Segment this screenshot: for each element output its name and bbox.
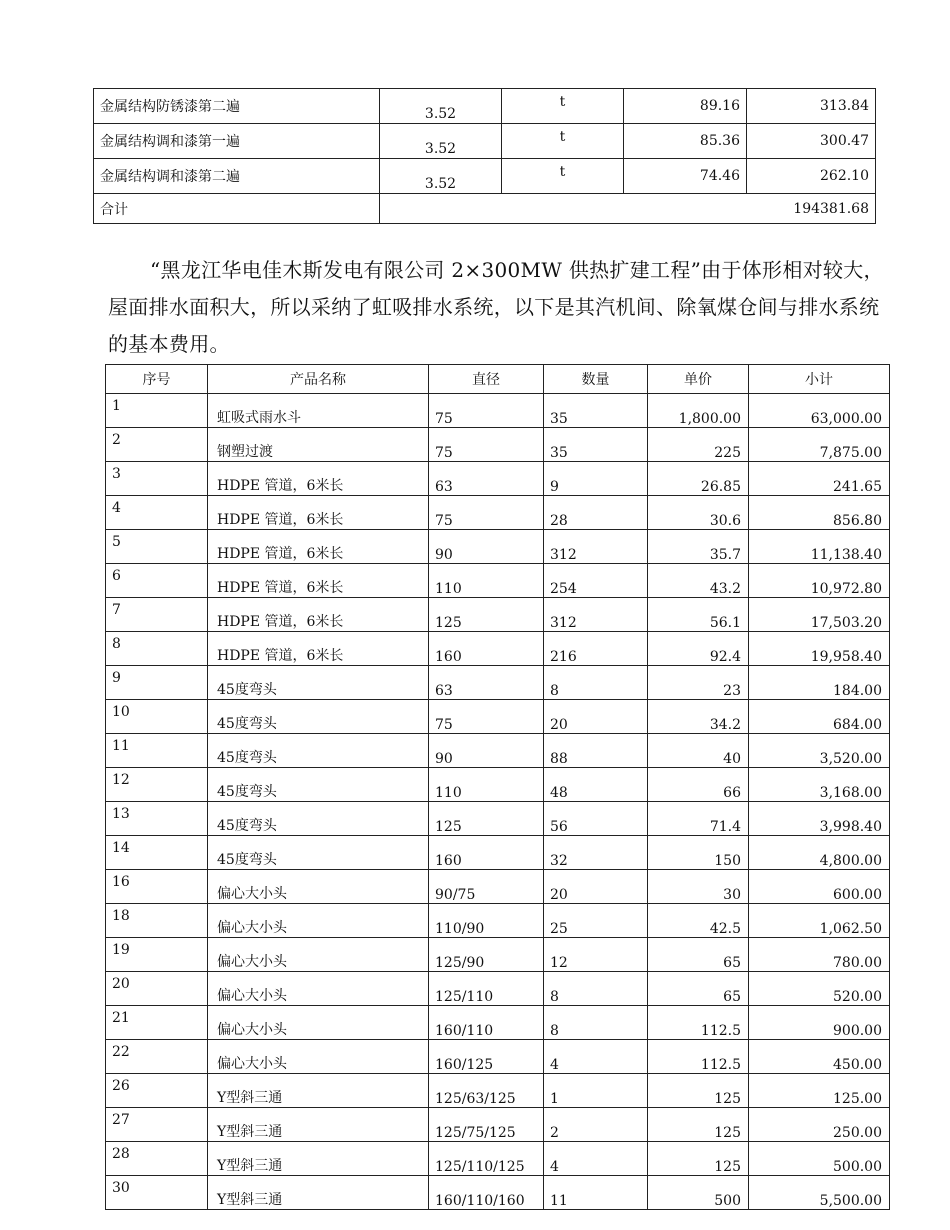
product-name: Y型斜三通 (208, 1176, 429, 1210)
product-name: HDPE 管道，6米长 (208, 564, 429, 598)
diameter: 125 (429, 802, 544, 836)
unit-price: 150 (648, 836, 749, 870)
total-row (94, 194, 876, 224)
table-row (106, 632, 890, 666)
item-name: 金属结构调和漆第一遍 (94, 124, 380, 159)
row-index: 4 (106, 496, 208, 530)
item-unit: t (502, 89, 624, 124)
subtotal: 780.00 (749, 938, 890, 972)
diameter: 160/110 (429, 1006, 544, 1040)
diameter: 125/110 (429, 972, 544, 1006)
item-unit: t (502, 159, 624, 194)
unit-price: 66 (648, 768, 749, 802)
item-name: 金属结构防锈漆第二遍 (94, 89, 380, 124)
table-header-row (106, 365, 890, 394)
row-index: 28 (106, 1142, 208, 1176)
cost-continuation-table (93, 88, 876, 224)
quantity: 254 (544, 564, 648, 598)
product-name: Y型斜三通 (208, 1074, 429, 1108)
product-name: Y型斜三通 (208, 1142, 429, 1176)
row-index: 13 (106, 802, 208, 836)
subtotal: 7,875.00 (749, 428, 890, 462)
diameter: 125/110/125 (429, 1142, 544, 1176)
subtotal: 19,958.40 (749, 632, 890, 666)
diameter: 90 (429, 734, 544, 768)
row-index: 20 (106, 972, 208, 1006)
subtotal: 4,800.00 (749, 836, 890, 870)
quantity: 4 (544, 1142, 648, 1176)
quantity: 35 (544, 428, 648, 462)
unit-price: 43.2 (648, 564, 749, 598)
product-name: 虹吸式雨水斗 (208, 394, 429, 428)
subtotal: 241.65 (749, 462, 890, 496)
subtotal: 450.00 (749, 1040, 890, 1074)
diameter: 63 (429, 666, 544, 700)
table-row (106, 836, 890, 870)
product-name: HDPE 管道，6米长 (208, 530, 429, 564)
subtotal: 520.00 (749, 972, 890, 1006)
total-label: 合计 (94, 194, 380, 224)
item-unit-price: 85.36 (624, 124, 747, 159)
unit-price: 23 (648, 666, 749, 700)
quantity: 9 (544, 462, 648, 496)
diameter: 160/125 (429, 1040, 544, 1074)
product-name: HDPE 管道，6米长 (208, 632, 429, 666)
row-index: 6 (106, 564, 208, 598)
item-unit-price: 74.46 (624, 159, 747, 194)
row-index: 19 (106, 938, 208, 972)
item-total: 313.84 (747, 89, 876, 124)
row-index: 10 (106, 700, 208, 734)
subtotal: 500.00 (749, 1142, 890, 1176)
header-quantity: 数量 (544, 365, 648, 394)
product-name: 45度弯头 (208, 700, 429, 734)
quantity: 28 (544, 496, 648, 530)
unit-price: 26.85 (648, 462, 749, 496)
unit-price: 125 (648, 1074, 749, 1108)
diameter: 75 (429, 428, 544, 462)
quantity: 20 (544, 700, 648, 734)
quantity: 56 (544, 802, 648, 836)
row-index: 9 (106, 666, 208, 700)
row-index: 5 (106, 530, 208, 564)
diameter: 75 (429, 496, 544, 530)
quantity: 8 (544, 666, 648, 700)
quantity: 4 (544, 1040, 648, 1074)
subtotal: 3,520.00 (749, 734, 890, 768)
quantity: 312 (544, 598, 648, 632)
product-name: HDPE 管道，6米长 (208, 598, 429, 632)
subtotal: 11,138.40 (749, 530, 890, 564)
product-name: 钢塑过渡 (208, 428, 429, 462)
product-name: 偏心大小头 (208, 1006, 429, 1040)
unit-price: 125 (648, 1142, 749, 1176)
subtotal: 900.00 (749, 1006, 890, 1040)
row-index: 2 (106, 428, 208, 462)
unit-price: 65 (648, 938, 749, 972)
diameter: 125 (429, 598, 544, 632)
item-quantity: 3.52 (380, 89, 502, 124)
diameter: 110 (429, 564, 544, 598)
row-index: 3 (106, 462, 208, 496)
header-subtotal: 小计 (749, 365, 890, 394)
row-index: 26 (106, 1074, 208, 1108)
product-name: 45度弯头 (208, 666, 429, 700)
quantity: 48 (544, 768, 648, 802)
item-name: 金属结构调和漆第二遍 (94, 159, 380, 194)
siphon-drainage-cost-table (105, 364, 890, 1210)
row-index: 12 (106, 768, 208, 802)
unit-price: 42.5 (648, 904, 749, 938)
diameter: 125/75/125 (429, 1108, 544, 1142)
table-row (106, 1176, 890, 1210)
product-name: 偏心大小头 (208, 938, 429, 972)
quantity: 32 (544, 836, 648, 870)
diameter: 110/90 (429, 904, 544, 938)
item-quantity: 3.52 (380, 124, 502, 159)
table-row (106, 564, 890, 598)
row-index: 22 (106, 1040, 208, 1074)
table-row (106, 462, 890, 496)
item-total: 262.10 (747, 159, 876, 194)
row-index: 8 (106, 632, 208, 666)
unit-price: 92.4 (648, 632, 749, 666)
product-name: Y型斜三通 (208, 1108, 429, 1142)
unit-price: 112.5 (648, 1006, 749, 1040)
product-name: 45度弯头 (208, 768, 429, 802)
diameter: 125/90 (429, 938, 544, 972)
table-row (106, 530, 890, 564)
quantity: 1 (544, 1074, 648, 1108)
diameter: 110 (429, 768, 544, 802)
row-index: 11 (106, 734, 208, 768)
row-index: 27 (106, 1108, 208, 1142)
item-unit-price: 89.16 (624, 89, 747, 124)
table-row (106, 938, 890, 972)
table-row (106, 700, 890, 734)
unit-price: 1,800.00 (648, 394, 749, 428)
subtotal: 684.00 (749, 700, 890, 734)
diameter: 90 (429, 530, 544, 564)
quantity: 312 (544, 530, 648, 564)
row-index: 14 (106, 836, 208, 870)
unit-price: 34.2 (648, 700, 749, 734)
cost-continuation-body (94, 89, 876, 224)
quantity: 25 (544, 904, 648, 938)
subtotal: 1,062.50 (749, 904, 890, 938)
product-name: 偏心大小头 (208, 870, 429, 904)
row-index: 21 (106, 1006, 208, 1040)
table-row (106, 1074, 890, 1108)
unit-price: 125 (648, 1108, 749, 1142)
row-index: 7 (106, 598, 208, 632)
table-row (94, 89, 876, 124)
item-total: 300.47 (747, 124, 876, 159)
table-row (106, 870, 890, 904)
diameter: 90/75 (429, 870, 544, 904)
quantity: 2 (544, 1108, 648, 1142)
subtotal: 3,168.00 (749, 768, 890, 802)
row-index: 18 (106, 904, 208, 938)
quantity: 216 (544, 632, 648, 666)
diameter: 75 (429, 394, 544, 428)
quantity: 35 (544, 394, 648, 428)
table-row (106, 1108, 890, 1142)
table-row (106, 394, 890, 428)
table-row (106, 1142, 890, 1176)
row-index: 30 (106, 1176, 208, 1210)
quantity: 8 (544, 1006, 648, 1040)
subtotal: 63,000.00 (749, 394, 890, 428)
table-row (106, 598, 890, 632)
subtotal: 5,500.00 (749, 1176, 890, 1210)
diameter: 160 (429, 632, 544, 666)
quantity: 12 (544, 938, 648, 972)
header-index: 序号 (106, 365, 208, 394)
table-row (94, 159, 876, 194)
unit-price: 30 (648, 870, 749, 904)
diameter: 160/110/160 (429, 1176, 544, 1210)
header-product-name: 产品名称 (208, 365, 429, 394)
quantity: 88 (544, 734, 648, 768)
header-diameter: 直径 (429, 365, 544, 394)
subtotal: 17,503.20 (749, 598, 890, 632)
diameter: 160 (429, 836, 544, 870)
diameter: 63 (429, 462, 544, 496)
table-row (94, 124, 876, 159)
product-name: 偏心大小头 (208, 972, 429, 1006)
quantity: 20 (544, 870, 648, 904)
product-name: 45度弯头 (208, 836, 429, 870)
subtotal: 250.00 (749, 1108, 890, 1142)
unit-price: 71.4 (648, 802, 749, 836)
header-unit-price: 单价 (648, 365, 749, 394)
subtotal: 856.80 (749, 496, 890, 530)
subtotal: 3,998.40 (749, 802, 890, 836)
product-name: 45度弯头 (208, 734, 429, 768)
table-row (106, 496, 890, 530)
table-row (106, 768, 890, 802)
subtotal: 125.00 (749, 1074, 890, 1108)
table-row (106, 904, 890, 938)
diameter: 125/63/125 (429, 1074, 544, 1108)
unit-price: 112.5 (648, 1040, 749, 1074)
unit-price: 56.1 (648, 598, 749, 632)
product-name: 偏心大小头 (208, 1040, 429, 1074)
product-name: HDPE 管道，6米长 (208, 462, 429, 496)
subtotal: 184.00 (749, 666, 890, 700)
item-unit: t (502, 124, 624, 159)
product-name: HDPE 管道，6米长 (208, 496, 429, 530)
diameter: 75 (429, 700, 544, 734)
table-row (106, 666, 890, 700)
product-name: 45度弯头 (208, 802, 429, 836)
unit-price: 40 (648, 734, 749, 768)
table-row (106, 428, 890, 462)
row-index: 1 (106, 394, 208, 428)
table-row (106, 1040, 890, 1074)
subtotal: 10,972.80 (749, 564, 890, 598)
quantity: 11 (544, 1176, 648, 1210)
table-row (106, 1006, 890, 1040)
unit-price: 65 (648, 972, 749, 1006)
quantity: 8 (544, 972, 648, 1006)
total-value: 194381.68 (380, 194, 876, 224)
unit-price: 30.6 (648, 496, 749, 530)
table-row (106, 734, 890, 768)
description-paragraph: “黑龙江华电佳木斯发电有限公司 2×300MW 供热扩建工程”由于体形相对较大，屋面排水面积大，所以采纳了虹吸排水系统，以下是其汽机间、除氧煤仓间与排水系统的基本费用。 (108, 258, 884, 356)
unit-price: 500 (648, 1176, 749, 1210)
row-index: 16 (106, 870, 208, 904)
unit-price: 225 (648, 428, 749, 462)
siphon-drainage-cost-body (106, 394, 890, 1210)
table-row (106, 802, 890, 836)
unit-price: 35.7 (648, 530, 749, 564)
subtotal: 600.00 (749, 870, 890, 904)
item-quantity: 3.52 (380, 159, 502, 194)
table-row (106, 972, 890, 1006)
product-name: 偏心大小头 (208, 904, 429, 938)
